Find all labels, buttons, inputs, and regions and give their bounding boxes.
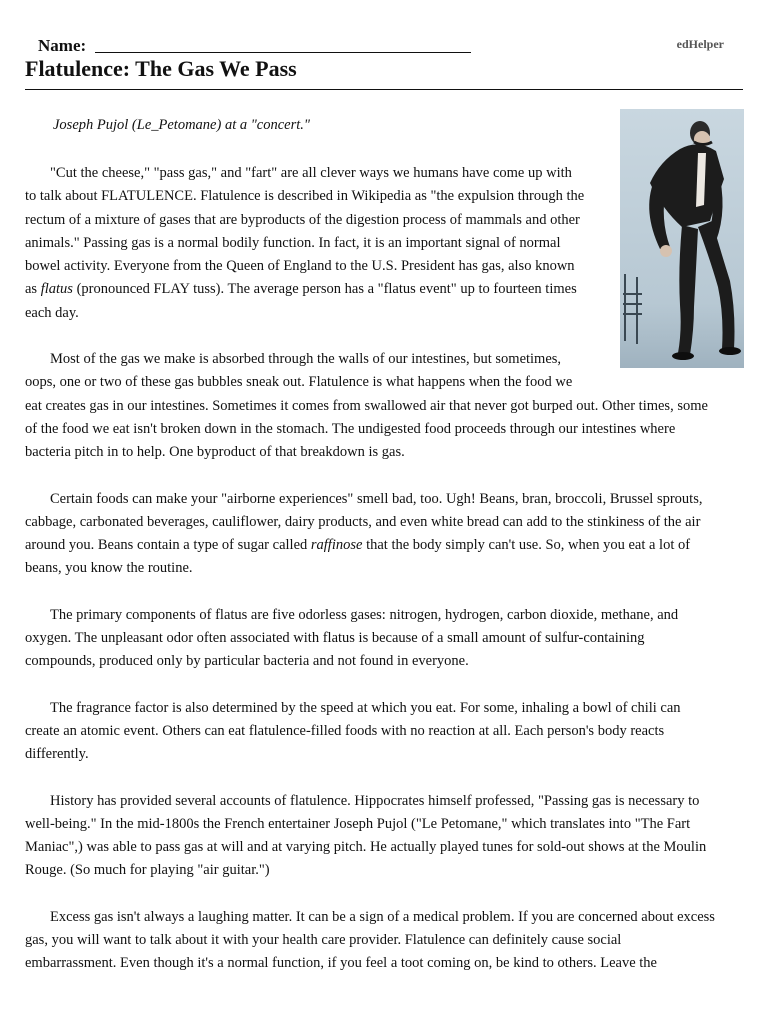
figure-caption: Joseph Pujol (Le_Petomane) at a "concert." bbox=[53, 117, 310, 133]
paragraph-text: "Cut the cheese," "pass gas," and "fart" are all clever ways we humans have come up with to talk about FLATULENCE. Flatulence is described in Wikipedia as "the expulsion through the rectum of a mixture of gases that are byproducts of the digestion process of mammals and other animals." Passing gas is a normal bodily function. In fact, it is an important signal of normal bowel activity. Everyone from the Queen of England to the U.S. President has gas, also known as bbox=[25, 165, 585, 298]
paragraph-text: Certain foods can make your "airborne experiences" smell bad, too. Ugh! Beans, bran, broccoli, Brussel sprouts, cabbage, carbonated beverages, cauliflower, dairy products, and even white bread can add to the stinkiness of the air around you. Beans contain a type of sugar called bbox=[25, 490, 703, 554]
paragraph: The fragrance factor is also determined by the speed at which you eat. For some, inhaling a bowl of chili can create an atomic event. Others can eat flatulence-filled foods with no reaction at all. Each person's body reacts differently. bbox=[25, 699, 681, 763]
edhelper-brand: edHelper bbox=[676, 37, 724, 51]
name-label: Name: bbox=[38, 36, 87, 55]
paragraph bbox=[25, 488, 715, 581]
italic-term: flatus bbox=[40, 281, 73, 298]
paragraph: History has provided several accounts of flatulence. Hippocrates himself professed, "Passing gas is necessary to well-being." In the mid-1800s the French entertainer Joseph Pujol ("Le Petomane," which translates into "The Fart Maniac",) was able to pass gas at will and at varying pitch. He actually played tunes for sold-out shows at the Moulin Rouge. (So much for playing "air guitar.") bbox=[25, 792, 707, 879]
article-body bbox=[25, 162, 715, 999]
name-input-line[interactable] bbox=[95, 52, 471, 53]
italic-term: raffinose bbox=[310, 537, 363, 554]
paragraph: Most of the gas we make is absorbed through the walls of our intestines, but sometimes, oops, one or two of these gas bubbles sneak out. Flatulence is what happens when the food we eat creates gas in our intestines. Sometimes it comes from swallowed air that never got burped out. Other times, some of the food we eat isn't broken down in the stomach. The undigested food proceeds through our intestines where bacteria pitch in to help. One byproduct of that breakdown is gas. bbox=[25, 351, 708, 461]
paragraph: Excess gas isn't always a laughing matter. It can be a sign of a medical problem. If you are concerned about excess gas, you will want to talk about it with your health care provider. Flatulence can definitely cause social embarrassment. Even though it's a normal function, if you feel a toot coming on, be kind to others. Leave the bbox=[25, 908, 715, 972]
page-title: Flatulence: The Gas We Pass bbox=[25, 56, 297, 81]
paragraph-text: that the body simply can't use. So, when you eat a lot of beans, you know the routine. bbox=[25, 537, 691, 577]
title-divider bbox=[25, 89, 743, 90]
paragraph-text: (pronounced FLAY tuss). The average person has a "flatus event" up to fourteen times each day. bbox=[25, 281, 577, 321]
paragraph: The primary components of flatus are five odorless gases: nitrogen, hydrogen, carbon dioxide, methane, and oxygen. The unpleasant odor often associated with flatus is because of a small amount of sulfur-containing compounds, produced only by particular bacteria and not found in everyone. bbox=[25, 606, 679, 670]
